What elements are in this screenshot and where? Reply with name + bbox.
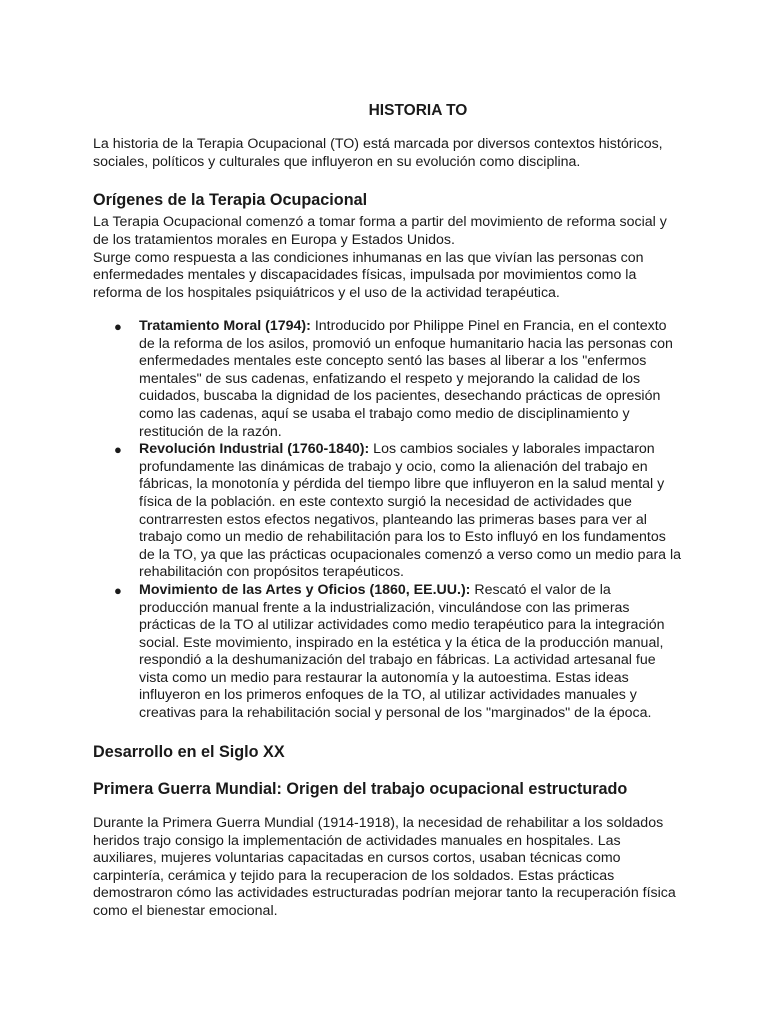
bullet-term: Revolución Industrial (1760-1840): <box>139 441 370 458</box>
bullet-dot-icon: ● <box>114 582 122 598</box>
list-item <box>93 441 683 582</box>
bullet-term: Tratamiento Moral (1794): <box>139 318 311 334</box>
list-item <box>93 318 683 441</box>
origenes-paragraph-2: Surge como respuesta a las condiciones inhumanas en las que vivían las personas con enfermedades mentales y discapacidades físicas, impulsada por movimientos como la reforma de los hospitales psiquiátricos y el uso de la actividad terapéutica. <box>93 249 644 301</box>
bullet-term: Movimiento de las Artes y Oficios (1860, EE.UU.): <box>139 581 471 598</box>
bullet-text: Los cambios sociales y laborales impactaron profundamente las dinámicas de trabajo y ocio, como la alienación del trabajo en fábricas, la monotonía y pérdida del tiempo libre que influyeron en la salud mental y física de la población. en este contexto surgió la necesidad de actividades que contrarresten estos efectos negativos, planteando las primeras bases para ver al trabajo como un medio de rehabilitación para los to Esto influyó en los fundamentos de la TO, ya que las prácticas ocupacionales comenzó a verso como un medio para la rehabilitación con propósitos terapéuticos. <box>139 441 682 581</box>
bullet-dot-icon: ● <box>114 319 122 334</box>
bullet-text: Introducido por Philippe Pinel en Francia, en el contexto de la reforma de los asilos, promovió un enfoque humanitario hacia las personas con enfermedades mentales este concepto sentó las bases al liberar a los "enfermos mentales" de sus cadenas, enfatizando el respeto y mejorando la calidad de los cuidados, buscaba la dignidad de los pacientes, desechando prácticas de opresión como las cadenas, aquí se usaba el trabajo como medio de disciplinamiento y restitución de la razón. <box>139 318 673 440</box>
section-heading-primera-guerra: Primera Guerra Mundial: Origen del trabajo ocupacional estructurado <box>93 780 628 798</box>
document-title: HISTORIA TO <box>368 102 468 119</box>
section-heading-origenes: Orígenes de la Terapia Ocupacional <box>93 191 368 209</box>
section-heading-siglo-xx: Desarrollo en el Siglo XX <box>93 743 285 761</box>
intro-paragraph: La historia de la Terapia Ocupacional (TO) está marcada por diversos contextos históricos, sociales, políticos y culturales que influyeron en su evolución como disciplina. <box>93 136 663 170</box>
origenes-paragraph-1: La Terapia Ocupacional comenzó a tomar forma a partir del movimiento de reforma social y de los tratamientos morales en Europa y Estados Unidos. <box>93 214 667 248</box>
bullet-dot-icon: ● <box>114 442 122 458</box>
bullet-text: Rescató el valor de la producción manual frente a la industrialización, vinculándose con las primeras prácticas de la TO al utilizar actividades como medio terapéutico para la integración social. Este movimiento, inspirado en la estética y la ética de la producción manual, respondió a la deshumanización del trabajo en fábricas. La actividad artesanal fue vista como un medio para restaurar la autonomía y la autoestima. Estas ideas influyeron en los primeros enfoques de la TO, al utilizar actividades manuales y creativas para la rehabilitación social y personal de los "marginados" de la época. <box>139 581 665 722</box>
primera-guerra-paragraph: Durante la Primera Guerra Mundial (1914-1918), la necesidad de rehabilitar a los soldados heridos trajo consigo la implementación de actividades manuales en hospitales. Las auxiliares, mujeres voluntarias capacitadas en cursos cortos, usaban técnicas como carpintería, cerámica y tejido para la recuperacion de los soldados. Estas prácticas demostraron cómo las actividades estructuradas podrían mejorar tanto la recuperación física como el bienestar emocional. <box>93 815 676 919</box>
origenes-bullet-list <box>93 318 683 723</box>
list-item <box>93 582 683 723</box>
